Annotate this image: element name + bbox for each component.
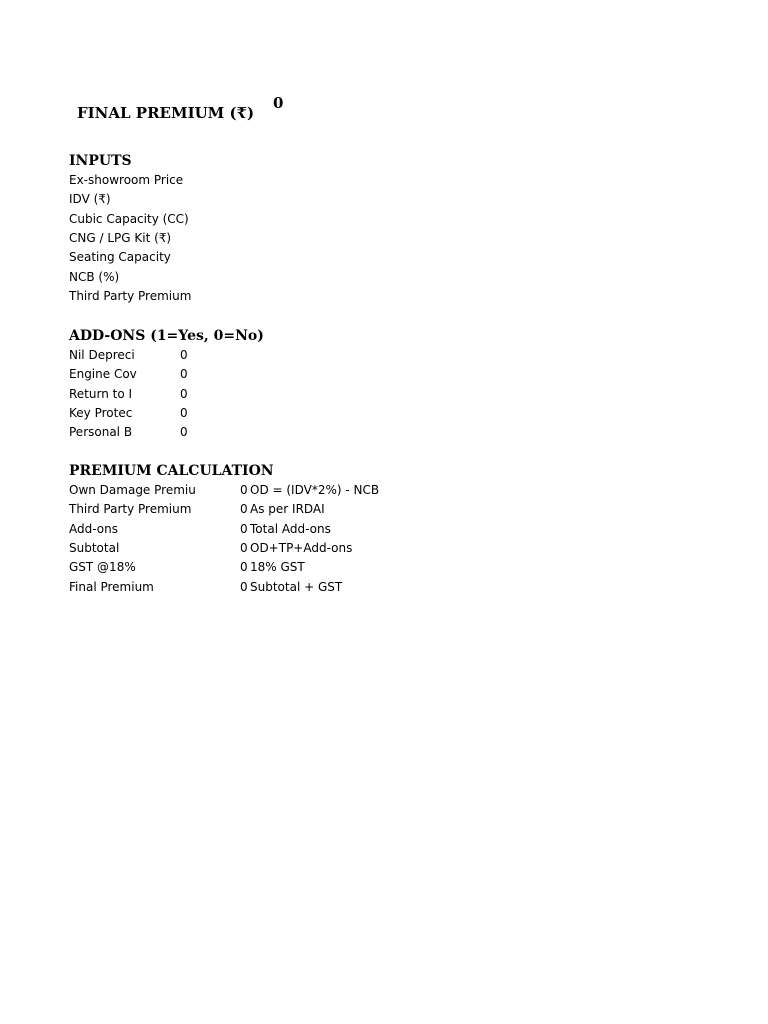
calc-note: As per IRDAI xyxy=(250,502,325,516)
calculation-table xyxy=(69,482,429,602)
final-premium-value: 0 xyxy=(273,94,284,112)
calc-label: Add-ons xyxy=(69,522,118,536)
calc-value: 0 xyxy=(240,541,248,555)
addon-label: Engine Cov xyxy=(69,367,137,381)
calc-note: OD = (IDV*2%) - NCB xyxy=(250,483,380,497)
calc-label: Subtotal xyxy=(69,541,120,555)
input-seating-capacity: Seating Capacity xyxy=(69,250,171,264)
input-third-party-premium: Third Party Premium xyxy=(69,289,192,303)
addons-list xyxy=(69,347,269,447)
addons-heading: ADD-ONS (1=Yes, 0=No) xyxy=(69,328,264,344)
final-premium-label: FINAL PREMIUM (₹) xyxy=(77,104,255,122)
addon-value: 0 xyxy=(180,406,188,420)
input-ncb: NCB (%) xyxy=(69,270,120,284)
calc-note: 18% GST xyxy=(250,560,305,574)
calc-note: Subtotal + GST xyxy=(250,580,343,594)
calc-note: Total Add-ons xyxy=(250,522,331,536)
inputs-list xyxy=(69,172,369,312)
input-cubic-capacity: Cubic Capacity (CC) xyxy=(69,212,189,226)
calc-label: Final Premium xyxy=(69,580,154,594)
addon-label: Key Protec xyxy=(69,406,133,420)
calc-value: 0 xyxy=(240,560,248,574)
addon-label: Personal B xyxy=(69,425,133,439)
addon-value: 0 xyxy=(180,348,188,362)
inputs-heading: INPUTS xyxy=(69,153,132,169)
calc-value: 0 xyxy=(240,483,248,497)
calculation-heading: PREMIUM CALCULATION xyxy=(69,463,274,479)
input-ex-showroom-price: Ex-showroom Price xyxy=(69,173,184,187)
addon-value: 0 xyxy=(180,425,188,439)
calc-value: 0 xyxy=(240,502,248,516)
addon-value: 0 xyxy=(180,367,188,381)
input-cng-lpg-kit: CNG / LPG Kit (₹) xyxy=(69,231,172,245)
calc-note: OD+TP+Add-ons xyxy=(250,541,353,555)
addon-value: 0 xyxy=(180,387,188,401)
addon-label: Return to I xyxy=(69,387,133,401)
calc-label: Third Party Premium xyxy=(69,502,192,516)
input-idv: IDV (₹) xyxy=(69,192,111,206)
calc-label: Own Damage Premiu xyxy=(69,483,196,497)
calc-label: GST @18% xyxy=(69,560,136,574)
calc-value: 0 xyxy=(240,580,248,594)
calc-value: 0 xyxy=(240,522,248,536)
addon-label: Nil Depreci xyxy=(69,348,135,362)
